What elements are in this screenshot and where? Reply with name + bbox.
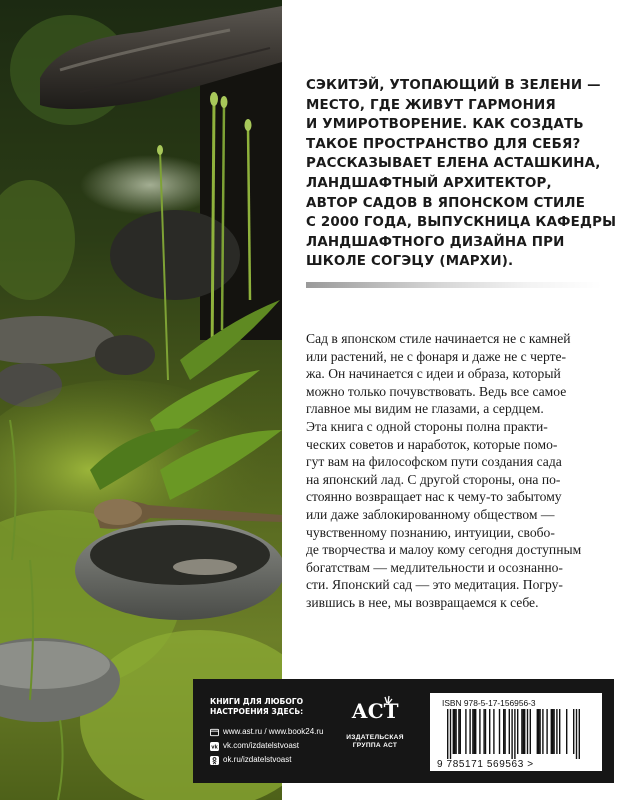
barcode-digits: 9 785171 569563 > xyxy=(437,759,534,769)
barcode-bar xyxy=(566,709,567,754)
headline-line: ШКОЛЕ СОГЭЦУ (МАРХИ). xyxy=(306,254,514,270)
headline-line: С 2000 ГОДА, ВЫПУСКНИЦА КАФЕДРЫ xyxy=(306,215,617,231)
paragraph-line: жа. Он начинается с идеи и образа, который xyxy=(306,366,561,382)
barcode-bar xyxy=(469,709,470,754)
barcode-bar xyxy=(499,709,500,754)
headline-line: РАССКАЗЫВАЕТ ЕЛЕНА АСТАШКИНА, xyxy=(306,156,601,172)
headline-line: СЭКИТЭЙ, УТОПАЮЩИЙ В ЗЕЛЕНИ — xyxy=(306,78,601,93)
paragraph-line: гут вам на философском пути создания сада xyxy=(306,454,562,470)
barcode-bar xyxy=(503,709,504,754)
paragraph-description xyxy=(306,418,606,612)
paragraph-line: сти. Японский сад — это медитация. Погру- xyxy=(306,577,563,593)
barcode-bar xyxy=(579,709,580,759)
barcode-bar xyxy=(479,709,480,754)
barcode-bar xyxy=(539,709,540,754)
barcode-bar xyxy=(523,709,524,754)
barcode-bar xyxy=(485,709,486,754)
barcode-bar xyxy=(546,709,547,754)
headline-line: АВТОР САДОВ В ЯПОНСКОМ СТИЛЕ xyxy=(306,195,586,211)
barcode-bar xyxy=(573,709,574,754)
paragraph-line: или даже заблокированному обществом — xyxy=(306,506,555,522)
paragraph-line: или растений, не с фонаря и даже не с черте- xyxy=(306,348,567,364)
paragraph-line: на японский лад. С другой стороны, она по- xyxy=(306,471,561,487)
barcode-bar xyxy=(489,709,490,754)
barcode-bar xyxy=(527,709,528,754)
paragraph-line: стоянно возвращает нас к чему-то забытому xyxy=(306,489,562,505)
barcode-bar xyxy=(514,709,515,759)
barcode-bar xyxy=(458,709,459,754)
barcode-bar xyxy=(474,709,475,754)
barcode-bar xyxy=(447,709,448,759)
barcode-bar xyxy=(493,709,494,754)
paragraph-line: главное мы видим не глазами, а сердцем. xyxy=(306,401,544,417)
footer-slogan xyxy=(210,697,303,717)
slogan-line: КНИГИ ДЛЯ ЛЮБОГО xyxy=(210,697,304,706)
barcode-bar xyxy=(450,709,451,759)
barcode-bar xyxy=(504,709,505,754)
barcode-bar xyxy=(483,709,484,754)
ast-logo xyxy=(351,693,399,731)
svg-text:АСТ: АСТ xyxy=(351,699,399,723)
barcode-bar xyxy=(553,709,554,754)
headline-line: ТАКОЕ ПРОСТРАНСТВО ДЛЯ СЕБЯ? xyxy=(306,136,581,152)
headline xyxy=(306,76,617,272)
footer-links xyxy=(210,725,323,767)
paragraph-line: Сад в японском стиле начинается не с камней xyxy=(306,331,571,346)
barcode-bar xyxy=(475,709,476,754)
barcode-bar xyxy=(559,709,560,754)
barcode-bar xyxy=(552,709,553,754)
barcode-bar xyxy=(551,709,552,754)
publisher-footer xyxy=(193,679,614,783)
barcode-bar xyxy=(517,709,518,754)
barcode-bar xyxy=(524,709,525,754)
barcode-bar xyxy=(537,709,538,754)
barcode-bar xyxy=(454,709,455,754)
barcode-bar xyxy=(453,709,454,754)
link-text: www.ast.ru / www.book24.ru xyxy=(223,727,324,736)
barcode-bar xyxy=(472,709,473,754)
link-text: vk.com/izdatelstvoast xyxy=(223,741,300,750)
barcode-bar xyxy=(509,709,510,754)
paragraph-line: зившись в нее, мы возвращаемся к себе. xyxy=(306,594,539,610)
barcode-bar xyxy=(465,709,466,754)
barcode-bar xyxy=(538,709,539,754)
barcode-bar xyxy=(521,709,522,754)
isbn-label: ISBN 978-5-17-156956-3 xyxy=(442,698,536,708)
publisher-name-line: ГРУППА АСТ xyxy=(352,742,398,749)
headline-line: ЛАНДШАФТНЫЙ АРХИТЕКТОР, xyxy=(306,175,552,191)
paragraph-line: чувственному познанию, интуиции, свобо- xyxy=(306,524,555,540)
link-text: ok.ru/izdatelstvoast xyxy=(223,755,292,764)
barcode-bar xyxy=(511,709,512,759)
paragraph-intro xyxy=(306,330,606,418)
barcode-box xyxy=(430,693,602,771)
headline-line: И УМИРОТВОРЕНИЕ. КАК СОЗДАТЬ xyxy=(306,117,584,133)
barcode-bar xyxy=(576,709,577,759)
barcode-bar xyxy=(455,709,456,754)
headline-line: ЛАНДШАФТНОГО ДИЗАЙНА ПРИ xyxy=(306,234,565,250)
link-vk[interactable] xyxy=(210,739,323,753)
ok-icon xyxy=(210,756,219,765)
publisher-block xyxy=(342,693,408,750)
paragraph-line: Эта книга с одной стороны полна практи- xyxy=(306,419,548,434)
paragraph-line: ческих советов и наработок, которые помо- xyxy=(306,436,558,452)
vk-icon xyxy=(210,742,219,751)
link-ok[interactable] xyxy=(210,753,323,767)
slogan-line: НАСТРОЕНИЯ ЗДЕСЬ: xyxy=(210,707,304,716)
barcode-bar xyxy=(460,709,461,754)
link-web[interactable] xyxy=(210,725,323,739)
headline-line: МЕСТО, ГДЕ ЖИВУТ ГАРМОНИЯ xyxy=(306,97,556,113)
svg-text:vk: vk xyxy=(211,744,218,751)
publisher-name-line: ИЗДАТЕЛЬСКАЯ xyxy=(346,734,404,741)
publisher-name xyxy=(342,734,408,750)
barcode-bar xyxy=(556,709,557,754)
gradient-divider xyxy=(306,282,602,288)
paragraph-line: богатствам — медлительности и осознанно- xyxy=(306,559,563,575)
ean13-barcode xyxy=(435,709,597,769)
paragraph-line: можно только почувствовать. Ведь все самое xyxy=(306,383,567,399)
barcode-bar xyxy=(542,709,543,754)
web-icon xyxy=(210,728,219,737)
paragraph-line: де творчества и малоу кому сегодня доступным xyxy=(306,542,582,558)
barcode-bar xyxy=(530,709,531,754)
